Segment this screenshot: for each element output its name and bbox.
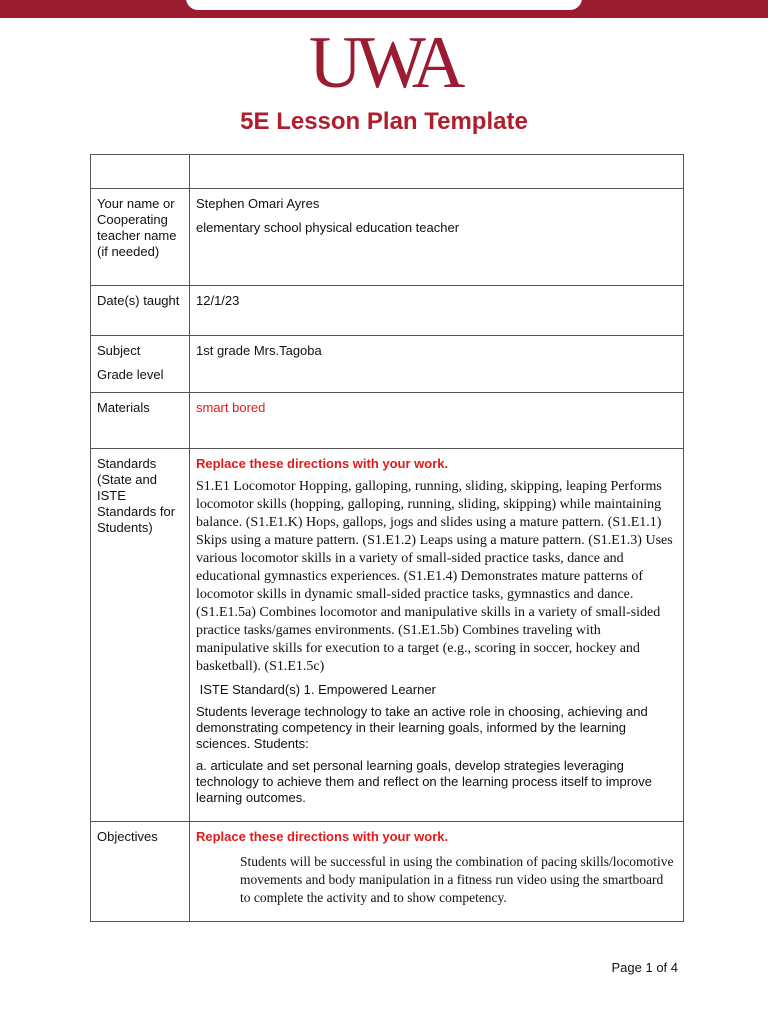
standards-directions: Replace these directions with your work. [196, 456, 449, 471]
teacher-role: elementary school physical education teacher [196, 220, 460, 235]
objectives-value-cell [190, 822, 684, 922]
table-row-name [91, 189, 684, 286]
subject-label: Subject [97, 343, 141, 358]
empty-label-cell [91, 155, 190, 189]
iste-text: Students leverage technology to take an active role in choosing, achieving and demonstrating competency in their learning goals, informed by the learning sciences. Students: [196, 704, 648, 751]
iste-item-a: a. articulate and set personal learning goals, develop strategies leveraging technology to achieve them and reflect on the learning process itself to improve learning outcomes. [196, 758, 652, 805]
table-row-materials [91, 393, 684, 449]
header-band [0, 0, 768, 18]
page-title: 5E Lesson Plan Template [240, 108, 528, 135]
state-standards-text: S1.E1 Locomotor Hopping, galloping, running, sliding, skipping, leaping Performs locomotor skills (hopping, galloping, running, sliding, skipping) while maintaining balance. (S1.E1.K) Hops, gallops, jogs and slides using a mature pattern. (S1.E1.1) Skips using a mature pattern. (S1.E1.2) Leaps using a mature pattern. (S1.E1.3) Uses various locomotor skills in a variety of small-sided practice tasks, dance and educational gymnastics experiences. (S1.E1.4) Demonstrates mature patterns of locomotor skills in dynamic small-sided practice tasks, gymnastics and dance. (S1.E1.5a) Combines locomotor and manipulative skills in a variety of small-sided practice tasks/games environments. (S1.E1.5b) Combines traveling with manipulative skills for execution to a target (e.g., scoring in soccer, hockey and basketball). (S1.E1.5c) [196, 479, 673, 674]
lesson-plan-table [90, 154, 684, 922]
objectives-directions: Replace these directions with your work. [196, 829, 449, 844]
standards-value-cell [190, 449, 684, 822]
name-label: Your name or Cooperating teacher name (if needed) [91, 189, 190, 286]
table-row-objectives [91, 822, 684, 922]
header-band-tab [186, 0, 582, 10]
uwa-logo: UWA [308, 22, 460, 104]
table-row [91, 155, 684, 189]
objectives-label: Objectives [91, 822, 190, 922]
subject-value: 1st grade Mrs.Tagoba [190, 336, 684, 393]
materials-value: smart bored [190, 393, 684, 449]
subject-label-cell [91, 336, 190, 393]
materials-label: Materials [91, 393, 190, 449]
page-number: Page 1 of 4 [611, 960, 678, 975]
teacher-name: Stephen Omari Ayres [196, 196, 320, 211]
table-row-dates [91, 286, 684, 336]
grade-level-label: Grade level [97, 367, 164, 382]
dates-value: 12/1/23 [190, 286, 684, 336]
empty-value-cell [190, 155, 684, 189]
table-row-subject [91, 336, 684, 393]
iste-heading: ISTE Standard(s) 1. Empowered Learner [196, 682, 436, 697]
standards-label: Standards (State and ISTE Standards for Students) [91, 449, 190, 822]
objectives-text: Students will be successful in using the combination of pacing skills/locomotive movements and body manipulation in a fitness run video using the smartboard to complete the activity and to show competency. [240, 854, 674, 905]
dates-label: Date(s) taught [91, 286, 190, 336]
table-row-standards [91, 449, 684, 822]
name-value-cell [190, 189, 684, 286]
